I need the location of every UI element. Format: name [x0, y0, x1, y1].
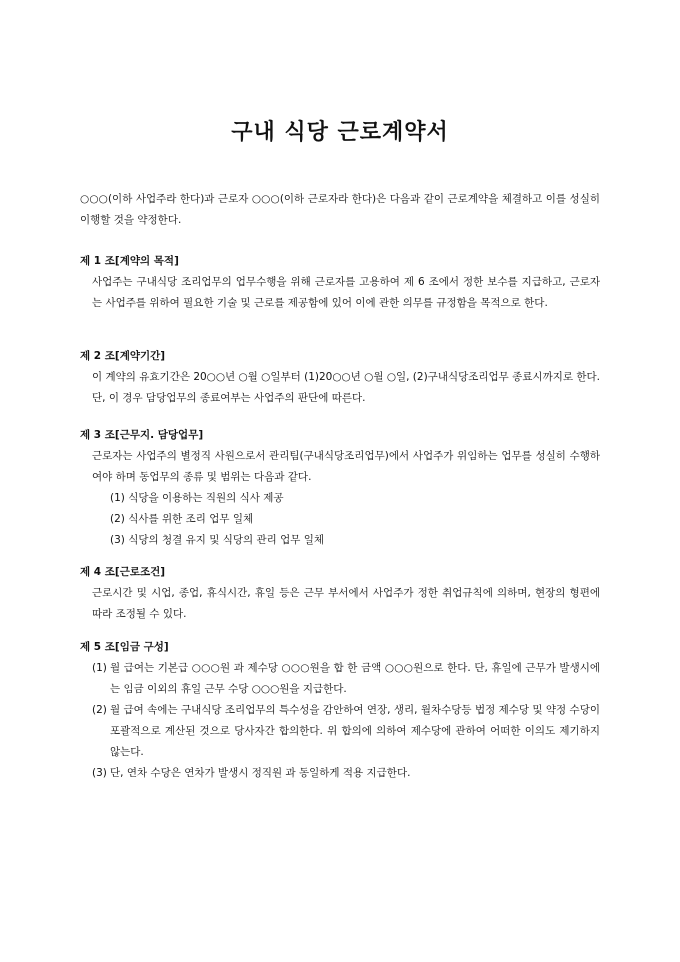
list-item: (3) 식당의 청결 유지 및 식당의 관리 업무 일체: [110, 534, 325, 546]
article-2: [80, 346, 600, 409]
item-text: 월 급여 속에는 구내식당 조리업무의 특수성을 감안하여 연장, 생리, 월차수당등 법정 제수당 및 약정 수당이 포괄적으로 계산된 것으로 당사자간 합의한다. 위 합의에 의하여 제수당에 관하여 어떠한 이의도 제기하지 않는다.: [110, 704, 600, 758]
article-3: [80, 425, 600, 551]
article-3-body: 근로자는 사업주의 별정직 사원으로서 관리팀(구내식당조리업무)에서 사업주가 위임하는 업무를 성실히 수행하여야 하며 동업무의 종류 및 범위는 다음과 같다.: [92, 450, 600, 483]
article-3-duty-list: [110, 488, 600, 551]
item-number: (3): [92, 767, 107, 779]
item-number: (1): [92, 662, 107, 674]
document-title: 구내 식당 근로계약서: [231, 120, 449, 145]
list-item: [92, 763, 600, 784]
item-number: (2): [92, 704, 107, 716]
list-item: (1) 식당을 이용하는 직원의 식사 제공: [110, 492, 284, 504]
article-5-wage-list: [92, 658, 600, 784]
article-1-heading: 제 1 조[계약의 목적]: [80, 255, 179, 267]
article-4: [80, 562, 600, 625]
article-1: [80, 251, 600, 314]
article-5-heading: 제 5 조[임금 구성]: [80, 641, 169, 653]
article-2-body: 이 계약의 유효기간은 20○○년 ○월 ○일부터 (1)20○○년 ○월 ○일, (2)구내식당조리업무 종료시까지로 한다. 단, 이 경우 담당업무의 종료여부는 사업주의 판단에 따른다.: [92, 371, 600, 404]
article-2-heading: 제 2 조[계약기간]: [80, 350, 166, 362]
intro-paragraph: ○○○(이하 사업주라 한다)과 근로자 ○○○(이하 근로자라 한다)은 다음과 같이 근로계약을 체결하고 이를 성실히 이행할 것을 약정한다.: [80, 193, 600, 226]
article-3-heading: 제 3 조[근무지. 담당업무]: [80, 429, 204, 441]
article-4-body: 근로시간 및 시업, 종업, 휴식시간, 휴일 등은 근무 부서에서 사업주가 정한 취업규칙에 의하며, 현장의 형편에 따라 조정될 수 있다.: [92, 587, 600, 620]
list-item: (2) 식사를 위한 조리 업무 일체: [110, 513, 254, 525]
list-item: [92, 700, 600, 763]
item-text: 월 급여는 기본급 ○○○원 과 제수당 ○○○원을 합 한 금액 ○○○원으로 한다. 단, 휴일에 근무가 발생시에는 임금 이외의 휴일 근무 수당 ○○○원을 지급한다.: [110, 662, 600, 695]
article-5: [80, 637, 600, 784]
article-4-heading: 제 4 조[근로조건]: [80, 566, 166, 578]
item-text: 단, 연차 수당은 연차가 발생시 정직원 과 동일하게 적용 지급한다.: [110, 767, 411, 779]
list-item: [92, 658, 600, 700]
article-1-body: 사업주는 구내식당 조리업무의 업무수행을 위해 근로자를 고용하여 제 6 조에서 정한 보수를 지급하고, 근로자는 사업주를 위하여 필요한 기술 및 근로를 제공함에 있어 이에 관한 의무를 규정함을 목적으로 한다.: [92, 276, 600, 309]
